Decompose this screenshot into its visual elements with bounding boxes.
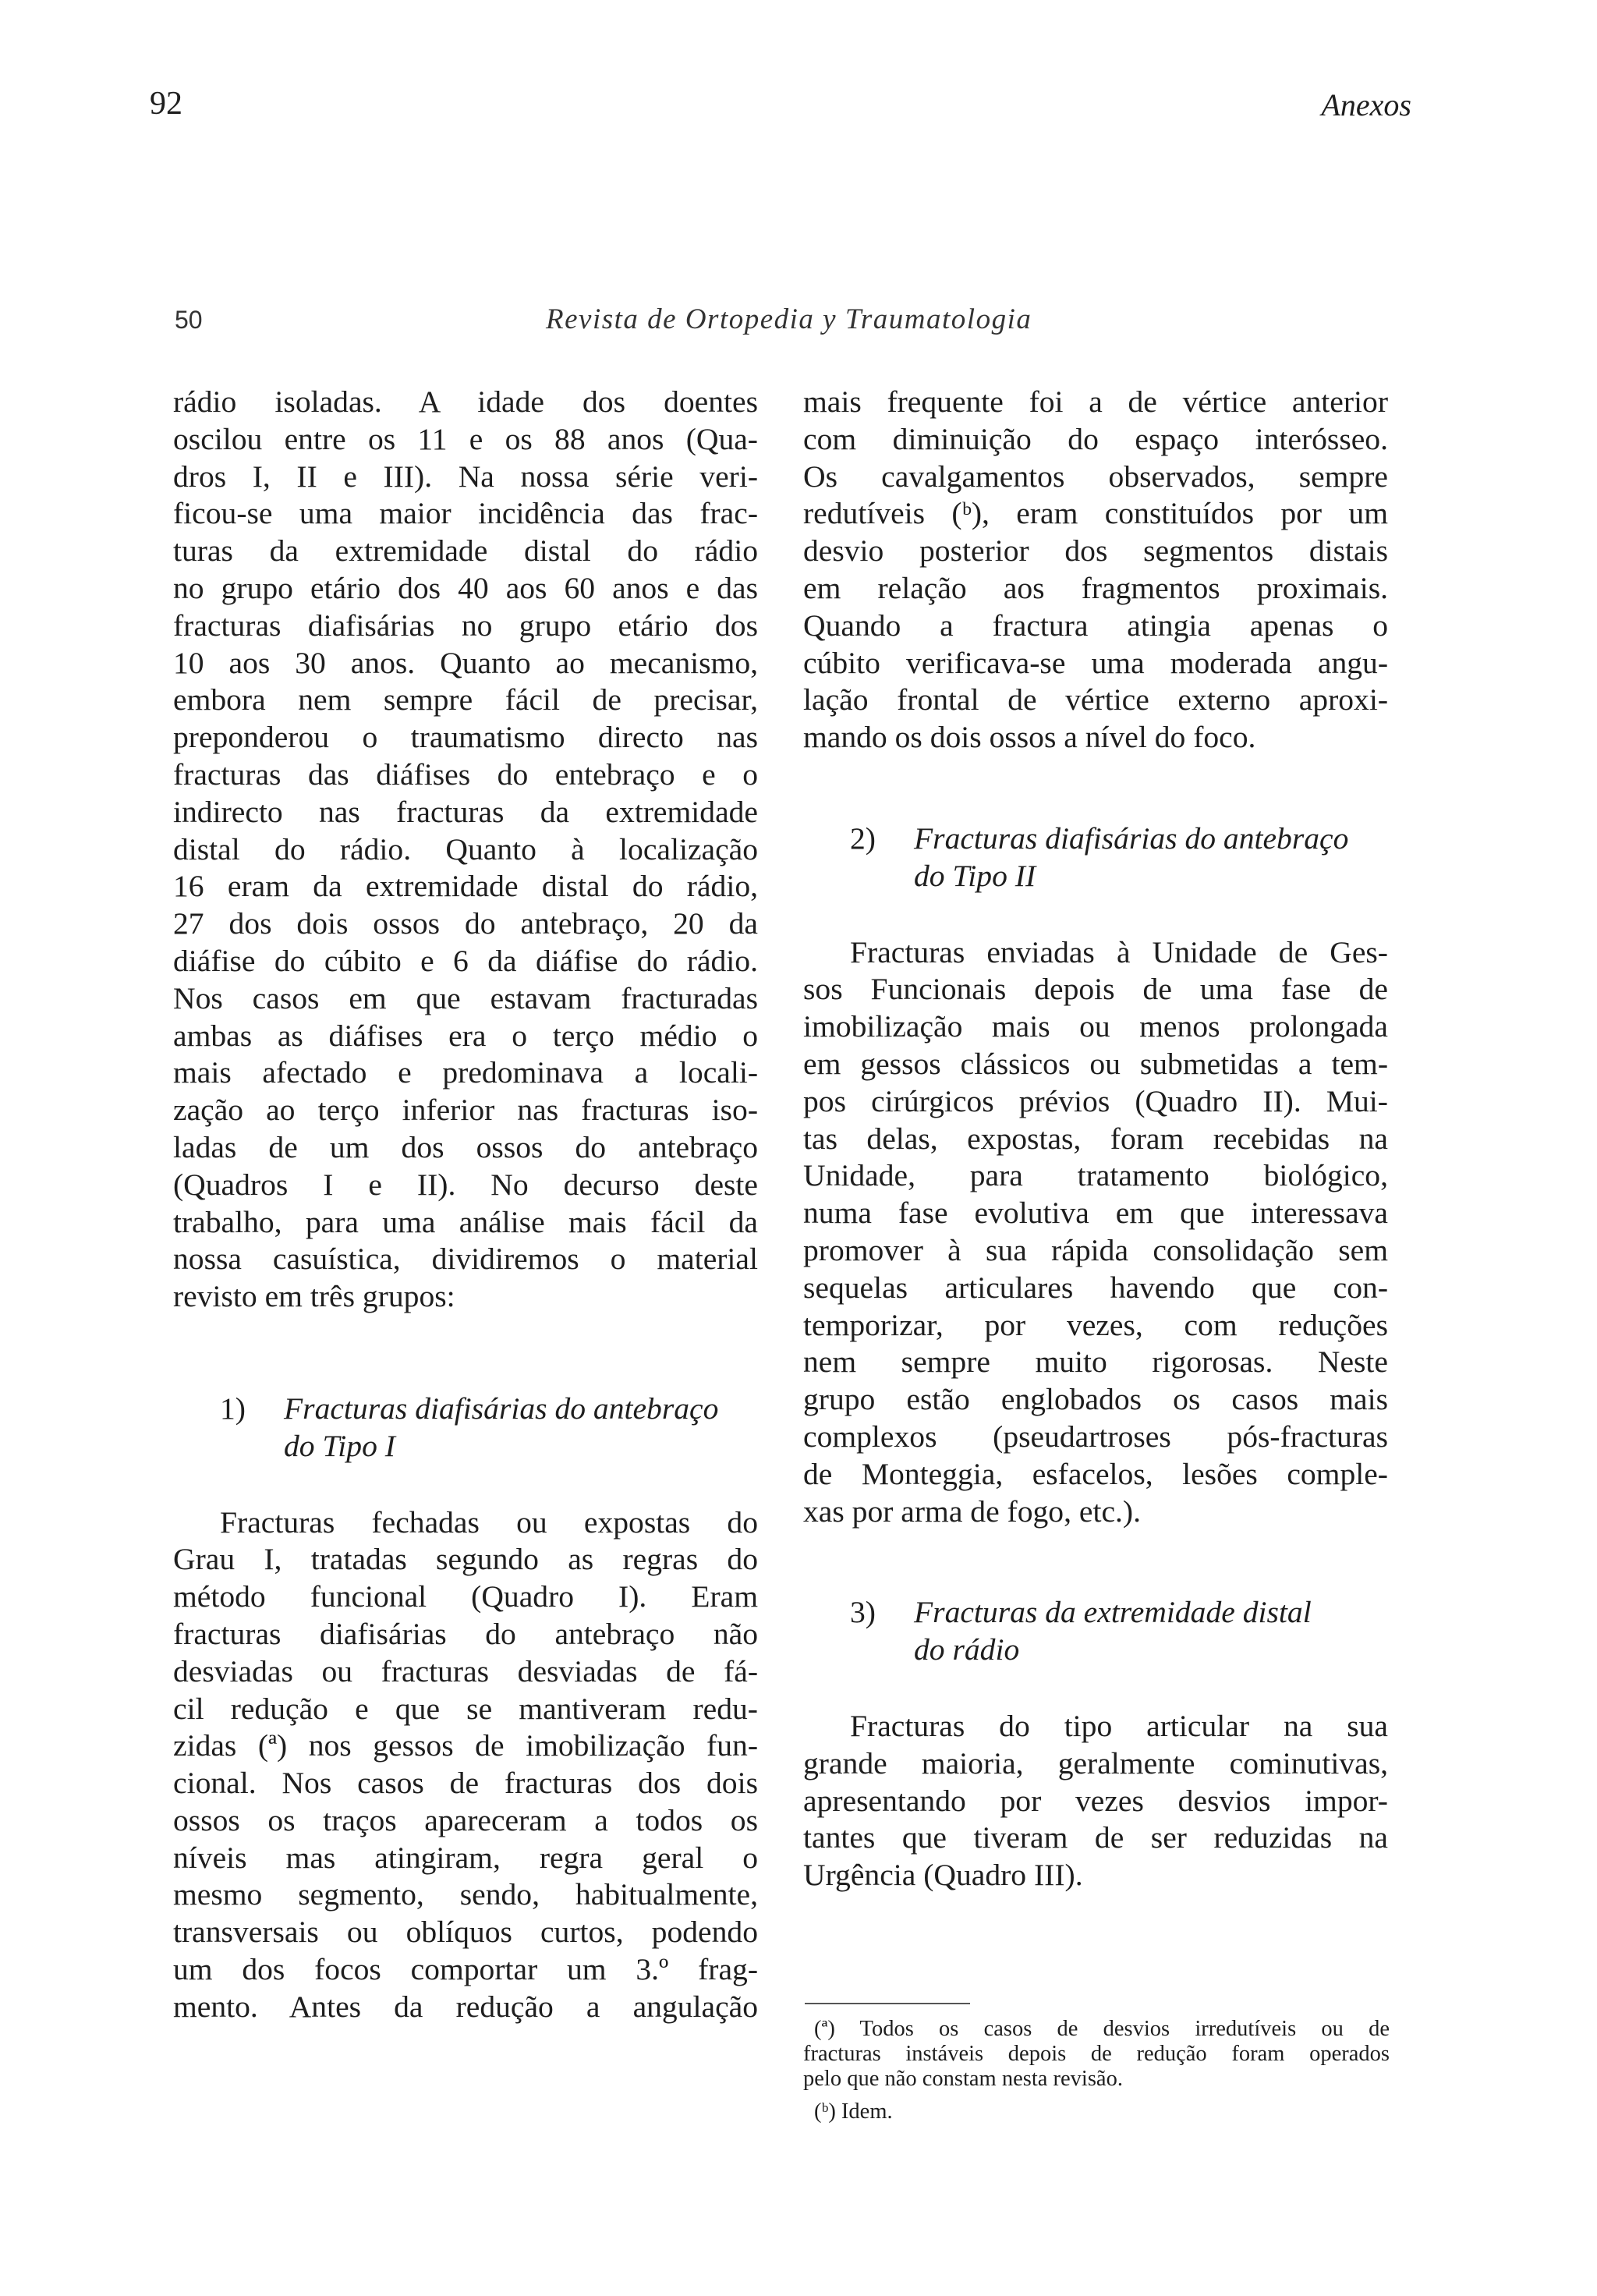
text-line: de Monteggia, esfacelos, lesões comple-	[803, 1456, 1388, 1491]
text-line: lação frontal de vértice externo aproxi-	[803, 682, 1388, 718]
heading-text: do rádio	[914, 1632, 1020, 1667]
text-line: promover à sua rápida consolidação sem	[803, 1232, 1388, 1267]
text-line: 10 aos 30 anos. Quanto ao mecanismo,	[173, 645, 758, 680]
text-line: Unidade, para tratamento biológico,	[803, 1158, 1388, 1193]
text-line: numa fase evolutiva em que interessava	[803, 1196, 1388, 1231]
text-line: em gessos clássicos ou submetidas a tem-	[803, 1046, 1388, 1081]
heading-number: 3)	[850, 1595, 876, 1630]
text-line: diáfise do cúbito e 6 da diáfise do rádio.	[173, 943, 758, 978]
text-line: mais frequente foi a de vértice anterior	[803, 384, 1388, 419]
text-line: mento. Antes da redução a angulação	[173, 1989, 758, 2024]
text-line: Quando a fractura atingia apenas o	[803, 608, 1388, 643]
text-line: ficou-se uma maior incidência das frac-	[173, 496, 758, 531]
paragraph	[803, 1708, 1388, 1894]
text-line: sequelas articulares havendo que con-	[803, 1270, 1388, 1305]
footnote-divider	[805, 2003, 970, 2004]
footnote	[803, 2099, 1390, 2124]
footnote-line: (ᵇ) Idem.	[814, 2099, 893, 2124]
text-line: revisto em três grupos:	[173, 1279, 455, 1314]
text-line: Urgência (Quadro III).	[803, 1858, 1083, 1893]
footnote-line: (ª) Todos os casos de desvios irredutíveis ou de	[814, 2017, 1390, 2041]
text-line: rádio isoladas. A idade dos doentes	[173, 384, 758, 419]
left-column	[173, 384, 758, 2026]
footnote-line: fracturas instáveis depois de redução foram operados	[803, 2042, 1390, 2066]
section-heading	[173, 1391, 758, 1465]
text-line: dros I, II e III). Na nossa série veri-	[173, 459, 758, 494]
text-line: grande maioria, geralmente cominutivas,	[803, 1745, 1388, 1780]
text-line: Grau I, tratadas segundo as regras do	[173, 1542, 758, 1577]
paragraph	[803, 384, 1388, 756]
text-line: com diminuição do espaço interósseo.	[803, 421, 1388, 456]
text-line: método funcional (Quadro I). Eram	[173, 1579, 758, 1614]
text-line: ladas de um dos ossos do antebraço	[173, 1129, 758, 1164]
text-line: tas delas, expostas, foram recebidas na	[803, 1121, 1388, 1156]
footnote-line: pelo que não constam nesta revisão.	[803, 2067, 1123, 2091]
text-line: Fracturas fechadas ou expostas do	[220, 1504, 758, 1540]
text-line: mais afectado e predominava a locali-	[173, 1055, 758, 1090]
text-line: cúbito verificava-se uma moderada angu-	[803, 645, 1388, 680]
text-line: oscilou entre os 11 e os 88 anos (Qua-	[173, 421, 758, 456]
journal-title: Revista de Ortopedia y Traumatologia	[546, 303, 1032, 335]
paragraph	[173, 384, 758, 1316]
text-line: Os cavalgamentos observados, sempre	[803, 459, 1388, 494]
text-line: desviadas ou fracturas desviadas de fá-	[173, 1653, 758, 1688]
text-line: desvio posterior dos segmentos distais	[803, 533, 1388, 569]
footnotes	[803, 2017, 1390, 2124]
heading-text: Fracturas diafisárias do antebraço	[914, 820, 1349, 856]
text-line: um dos focos comportar um 3.º frag-	[173, 1952, 758, 1987]
page-number: 92	[150, 86, 182, 122]
paragraph	[173, 1504, 758, 2026]
text-line: pos cirúrgicos prévios (Quadro II). Mui-	[803, 1083, 1388, 1118]
section-heading	[803, 1594, 1388, 1669]
heading-text: Fracturas diafisárias do antebraço	[284, 1391, 719, 1426]
text-line: ossos os traços apareceram a todos os	[173, 1802, 758, 1837]
text-line: fracturas diafisárias do antebraço não	[173, 1616, 758, 1651]
text-line: trabalho, para uma análise mais fácil da	[173, 1204, 758, 1239]
text-line: temporizar, por vezes, com reduções	[803, 1307, 1388, 1342]
text-line: 27 dos dois ossos do antebraço, 20 da	[173, 906, 758, 941]
text-line: Fracturas enviadas à Unidade de Ges-	[850, 934, 1388, 969]
text-line: nem sempre muito rigorosas. Neste	[803, 1345, 1388, 1380]
heading-number: 1)	[220, 1391, 246, 1426]
text-line: apresentando por vezes desvios impor-	[803, 1783, 1388, 1818]
text-line: mando os dois ossos a nível do foco.	[803, 720, 1256, 755]
text-line: em relação aos fragmentos proximais.	[803, 570, 1388, 605]
text-line: ambas as diáfises era o terço médio o	[173, 1018, 758, 1053]
text-line: fracturas diafisárias no grupo etário dos	[173, 608, 758, 643]
right-column	[803, 384, 1388, 1894]
text-line: zidas (ª) nos gessos de imobilização fun-	[173, 1728, 758, 1763]
text-line: nossa casuística, dividiremos o material	[173, 1242, 758, 1277]
text-line: turas da extremidade distal do rádio	[173, 533, 758, 569]
text-line: 16 eram da extremidade distal do rádio,	[173, 869, 758, 904]
heading-text: Fracturas da extremidade distal	[914, 1595, 1312, 1630]
section-heading	[803, 820, 1388, 895]
text-line: redutíveis (ᵇ), eram constituídos por um	[803, 496, 1388, 531]
text-line: cional. Nos casos de fracturas dos dois	[173, 1766, 758, 1801]
heading-text: do Tipo I	[284, 1428, 395, 1463]
paragraph	[803, 934, 1388, 1531]
text-line: distal do rádio. Quanto à localização	[173, 831, 758, 866]
text-line: (Quadros I e II). No decurso deste	[173, 1167, 758, 1202]
heading-number: 2)	[850, 820, 876, 856]
text-line: imobilização mais ou menos prolongada	[803, 1009, 1388, 1044]
text-line: tantes que tiveram de ser reduzidas na	[803, 1820, 1388, 1855]
text-line: mesmo segmento, sendo, habitualmente,	[173, 1877, 758, 1912]
text-line: cil redução e que se mantiveram redu-	[173, 1691, 758, 1726]
text-line: indirecto nas fracturas da extremidade	[173, 794, 758, 829]
text-line: preponderou o traumatismo directo nas	[173, 720, 758, 755]
text-line: Nos casos em que estavam fracturadas	[173, 980, 758, 1015]
section-title: Anexos	[1321, 87, 1411, 122]
text-line: complexos (pseudartroses pós-fracturas	[803, 1419, 1388, 1454]
text-line: no grupo etário dos 40 aos 60 anos e das	[173, 570, 758, 605]
footnote	[803, 2017, 1390, 2092]
text-line: fracturas das diáfises do entebraço e o	[173, 756, 758, 792]
text-line: embora nem sempre fácil de precisar,	[173, 682, 758, 718]
text-line: xas por arma de fogo, etc.).	[803, 1493, 1141, 1529]
text-line: grupo estão englobados os casos mais	[803, 1382, 1388, 1417]
text-line: transversais ou oblíquos curtos, podendo	[173, 1915, 758, 1950]
text-line: níveis mas atingiram, regra geral o	[173, 1840, 758, 1875]
text-line: sos Funcionais depois de uma fase de	[803, 972, 1388, 1007]
journal-page-number: 50	[175, 306, 203, 334]
heading-text: do Tipo II	[914, 858, 1036, 893]
text-line: zação ao terço inferior nas fracturas iso-	[173, 1093, 758, 1128]
text-line: Fracturas do tipo articular na sua	[850, 1708, 1388, 1743]
